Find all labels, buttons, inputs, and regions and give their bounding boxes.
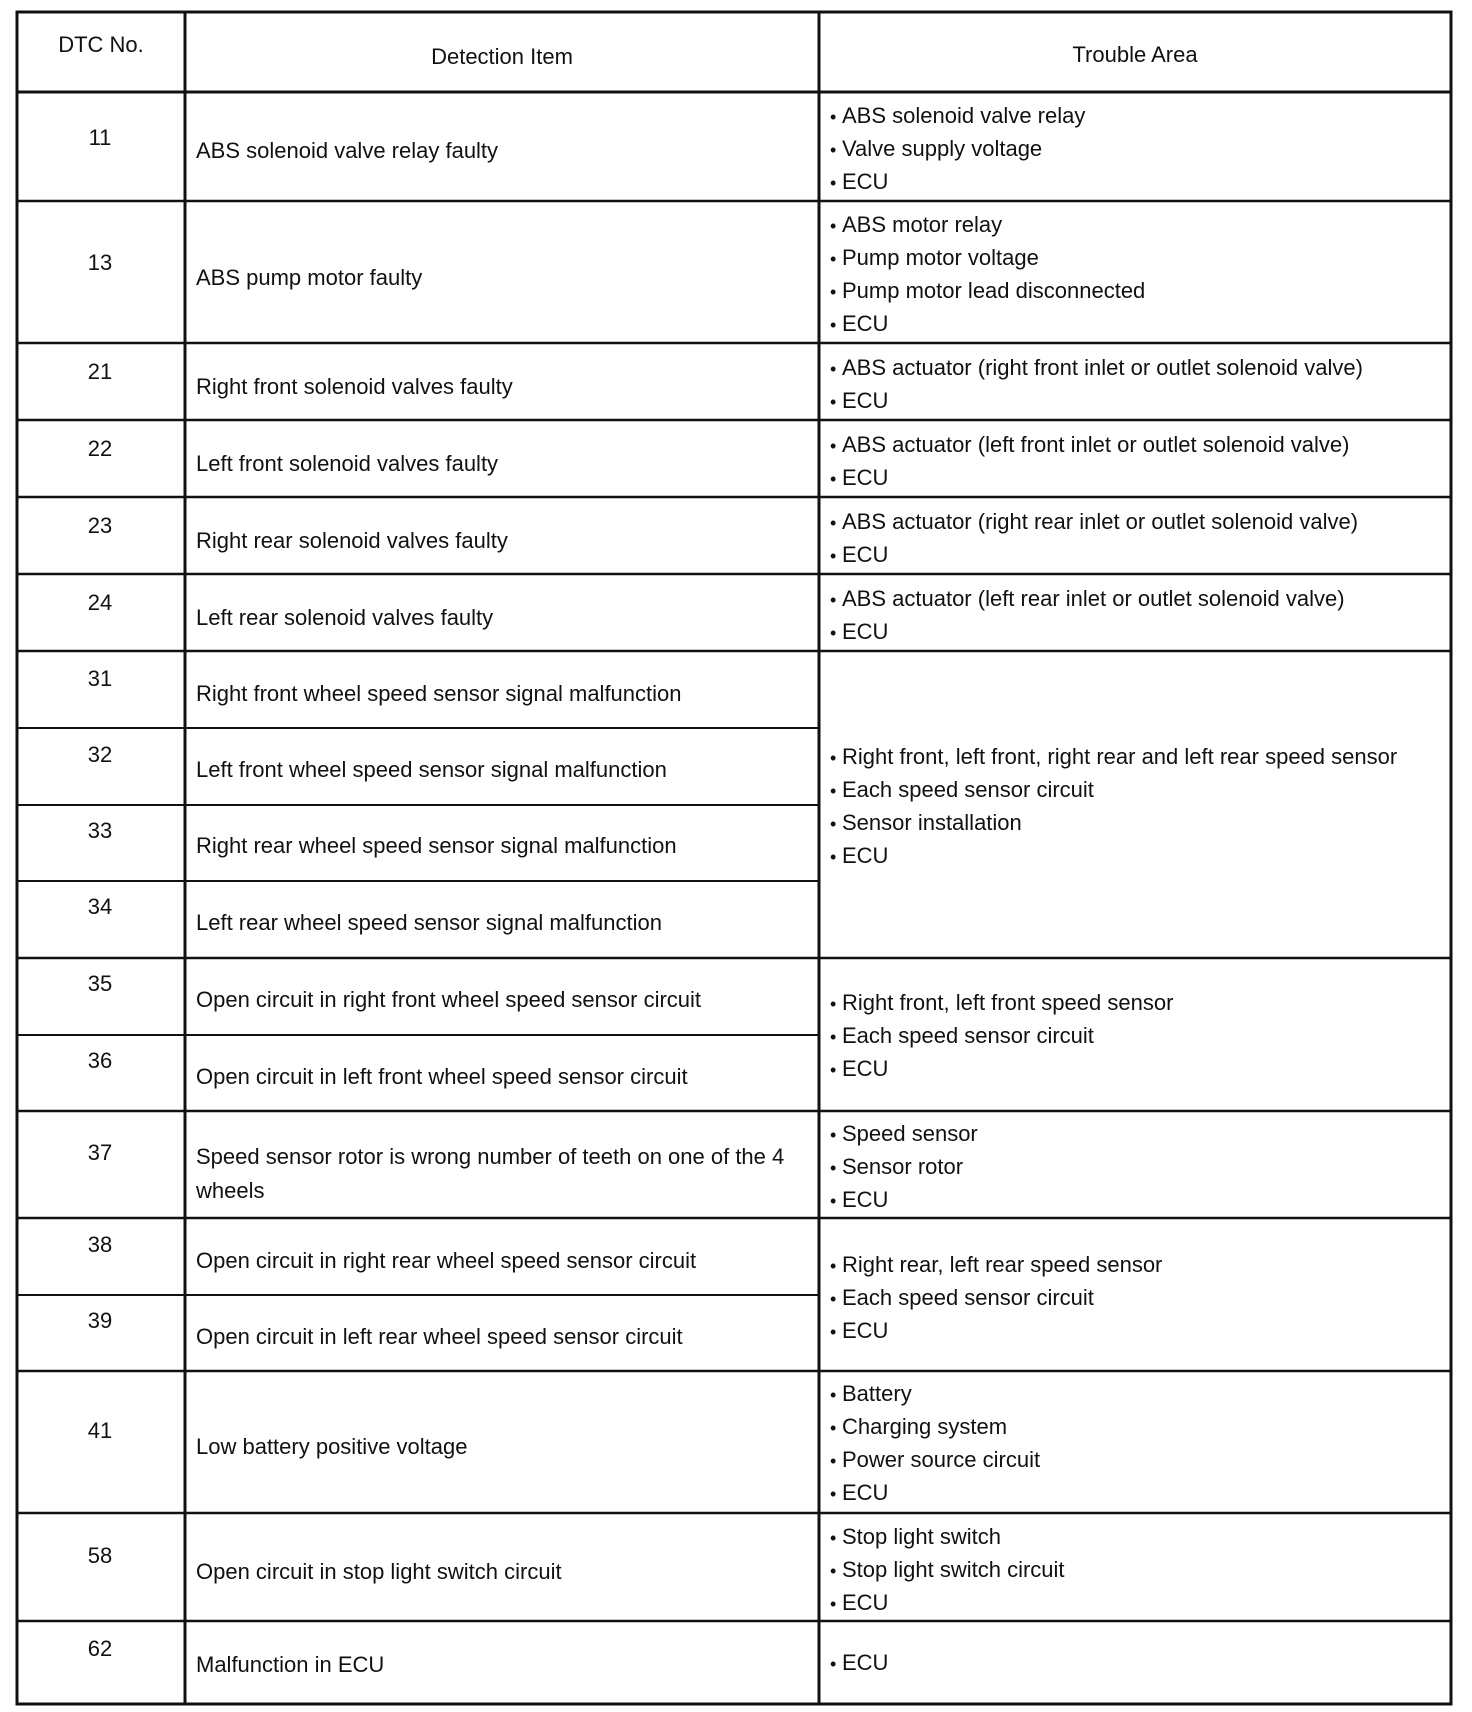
- dtc-number: 32: [87, 742, 113, 767]
- detection-item: Malfunction in ECU: [196, 1652, 385, 1677]
- trouble-area-item: • Each speed sensor circuit: [830, 1019, 1173, 1052]
- trouble-area-item: • ECU: [830, 165, 1085, 198]
- detection-item: Left rear wheel speed sensor signal malfunction: [196, 910, 662, 935]
- trouble-area-item: • Speed sensor: [830, 1117, 978, 1150]
- trouble-area-item: • Each speed sensor circuit: [830, 773, 1397, 806]
- trouble-area-item: • ECU: [830, 461, 1349, 494]
- dtc-number: 62: [87, 1636, 113, 1661]
- trouble-area-list: [830, 986, 1173, 1085]
- trouble-area-item: • ECU: [830, 384, 1363, 417]
- dtc-number: 34: [87, 894, 113, 919]
- trouble-area-item: • ECU: [830, 839, 1397, 872]
- dtc-number: 23: [87, 513, 113, 538]
- trouble-area-list: [830, 582, 1345, 648]
- trouble-area-list: [830, 1520, 1065, 1619]
- trouble-area-item: • ABS actuator (right rear inlet or outlet solenoid valve): [830, 505, 1358, 538]
- trouble-area-list: [830, 428, 1349, 494]
- detection-item: Right rear solenoid valves faulty: [196, 528, 508, 553]
- trouble-area-item: • ECU: [830, 1476, 1040, 1509]
- trouble-area-item: • Each speed sensor circuit: [830, 1281, 1162, 1314]
- detection-item: ABS pump motor faulty: [196, 265, 423, 290]
- dtc-number: 36: [87, 1048, 113, 1073]
- detection-item: Open circuit in right rear wheel speed sensor circuit: [196, 1248, 697, 1273]
- trouble-area-list: [830, 1646, 888, 1679]
- trouble-area-item: • Right front, left front, right rear and left rear speed sensor: [830, 740, 1397, 773]
- trouble-area-item: • Pump motor lead disconnected: [830, 274, 1145, 307]
- header-dtc-no: DTC No.: [58, 32, 144, 57]
- trouble-area-list: [830, 208, 1145, 340]
- dtc-number: 37: [87, 1140, 113, 1165]
- trouble-area-item: • ABS actuator (right front inlet or outlet solenoid valve): [830, 351, 1363, 384]
- trouble-area-list: [830, 1377, 1040, 1509]
- dtc-number: 22: [87, 436, 113, 461]
- trouble-area-list: [830, 1117, 978, 1216]
- detection-item: Low battery positive voltage: [196, 1434, 468, 1459]
- detection-item: Open circuit in stop light switch circuit: [196, 1559, 562, 1584]
- trouble-area-list: [830, 99, 1085, 198]
- trouble-area-list: [830, 1248, 1162, 1347]
- detection-item: Right front solenoid valves faulty: [196, 374, 513, 399]
- dtc-number: 33: [87, 818, 113, 843]
- dtc-number: 11: [88, 125, 112, 150]
- detection-item: ABS solenoid valve relay faulty: [196, 138, 499, 163]
- trouble-area-item: • Sensor rotor: [830, 1150, 978, 1183]
- dtc-number: 39: [87, 1308, 113, 1333]
- trouble-area-item: • ECU: [830, 1646, 888, 1679]
- detection-item: Left front solenoid valves faulty: [196, 451, 499, 476]
- dtc-number: 24: [87, 590, 113, 615]
- trouble-area-item: • ECU: [830, 307, 1145, 340]
- trouble-area-item: • ECU: [830, 538, 1358, 571]
- trouble-area-item: • Battery: [830, 1377, 1040, 1410]
- detection-item: Open circuit in right front wheel speed sensor circuit: [196, 987, 702, 1012]
- trouble-area-item: • Charging system: [830, 1410, 1040, 1443]
- dtc-number: 35: [87, 971, 113, 996]
- dtc-number: 58: [87, 1543, 113, 1568]
- trouble-area-item: • ECU: [830, 1052, 1173, 1085]
- dtc-number: 13: [87, 250, 113, 275]
- trouble-area-item: • Right front, left front speed sensor: [830, 986, 1173, 1019]
- trouble-area-item: • ABS actuator (left front inlet or outlet solenoid valve): [830, 428, 1349, 461]
- detection-item: Right front wheel speed sensor signal malfunction: [196, 681, 682, 706]
- trouble-area-item: • Pump motor voltage: [830, 241, 1145, 274]
- header-detection-item: Detection Item: [431, 44, 573, 69]
- dtc-number: 41: [87, 1418, 113, 1443]
- dtc-number: 38: [87, 1232, 113, 1257]
- detection-item: Open circuit in left rear wheel speed sensor circuit: [196, 1324, 683, 1349]
- detection-item: Right rear wheel speed sensor signal malfunction: [196, 833, 677, 858]
- trouble-area-item: • ECU: [830, 615, 1345, 648]
- trouble-area-item: • Stop light switch: [830, 1520, 1065, 1553]
- trouble-area-item: • Stop light switch circuit: [830, 1553, 1065, 1586]
- trouble-area-item: • Power source circuit: [830, 1443, 1040, 1476]
- header-trouble-area: Trouble Area: [1072, 42, 1198, 67]
- detection-item: Left front wheel speed sensor signal malfunction: [196, 757, 667, 782]
- trouble-area-item: • ECU: [830, 1586, 1065, 1619]
- trouble-area-list: [830, 351, 1363, 417]
- dtc-number: 21: [87, 359, 113, 384]
- trouble-area-item: • ABS solenoid valve relay: [830, 99, 1085, 132]
- trouble-area-item: • Right rear, left rear speed sensor: [830, 1248, 1162, 1281]
- trouble-area-item: • Sensor installation: [830, 806, 1397, 839]
- trouble-area-item: • Valve supply voltage: [830, 132, 1085, 165]
- trouble-area-item: • ABS actuator (left rear inlet or outlet solenoid valve): [830, 582, 1345, 615]
- dtc-number: 31: [87, 666, 113, 691]
- detection-item: Open circuit in left front wheel speed sensor circuit: [196, 1064, 688, 1089]
- trouble-area-item: • ECU: [830, 1183, 978, 1216]
- detection-item: Speed sensor rotor is wrong number of teeth on one of the 4 wheels: [196, 1144, 785, 1203]
- detection-item: Left rear solenoid valves faulty: [196, 605, 494, 630]
- trouble-area-item: • ECU: [830, 1314, 1162, 1347]
- trouble-area-list: [830, 740, 1397, 872]
- trouble-area-item: • ABS motor relay: [830, 208, 1145, 241]
- trouble-area-list: [830, 505, 1358, 571]
